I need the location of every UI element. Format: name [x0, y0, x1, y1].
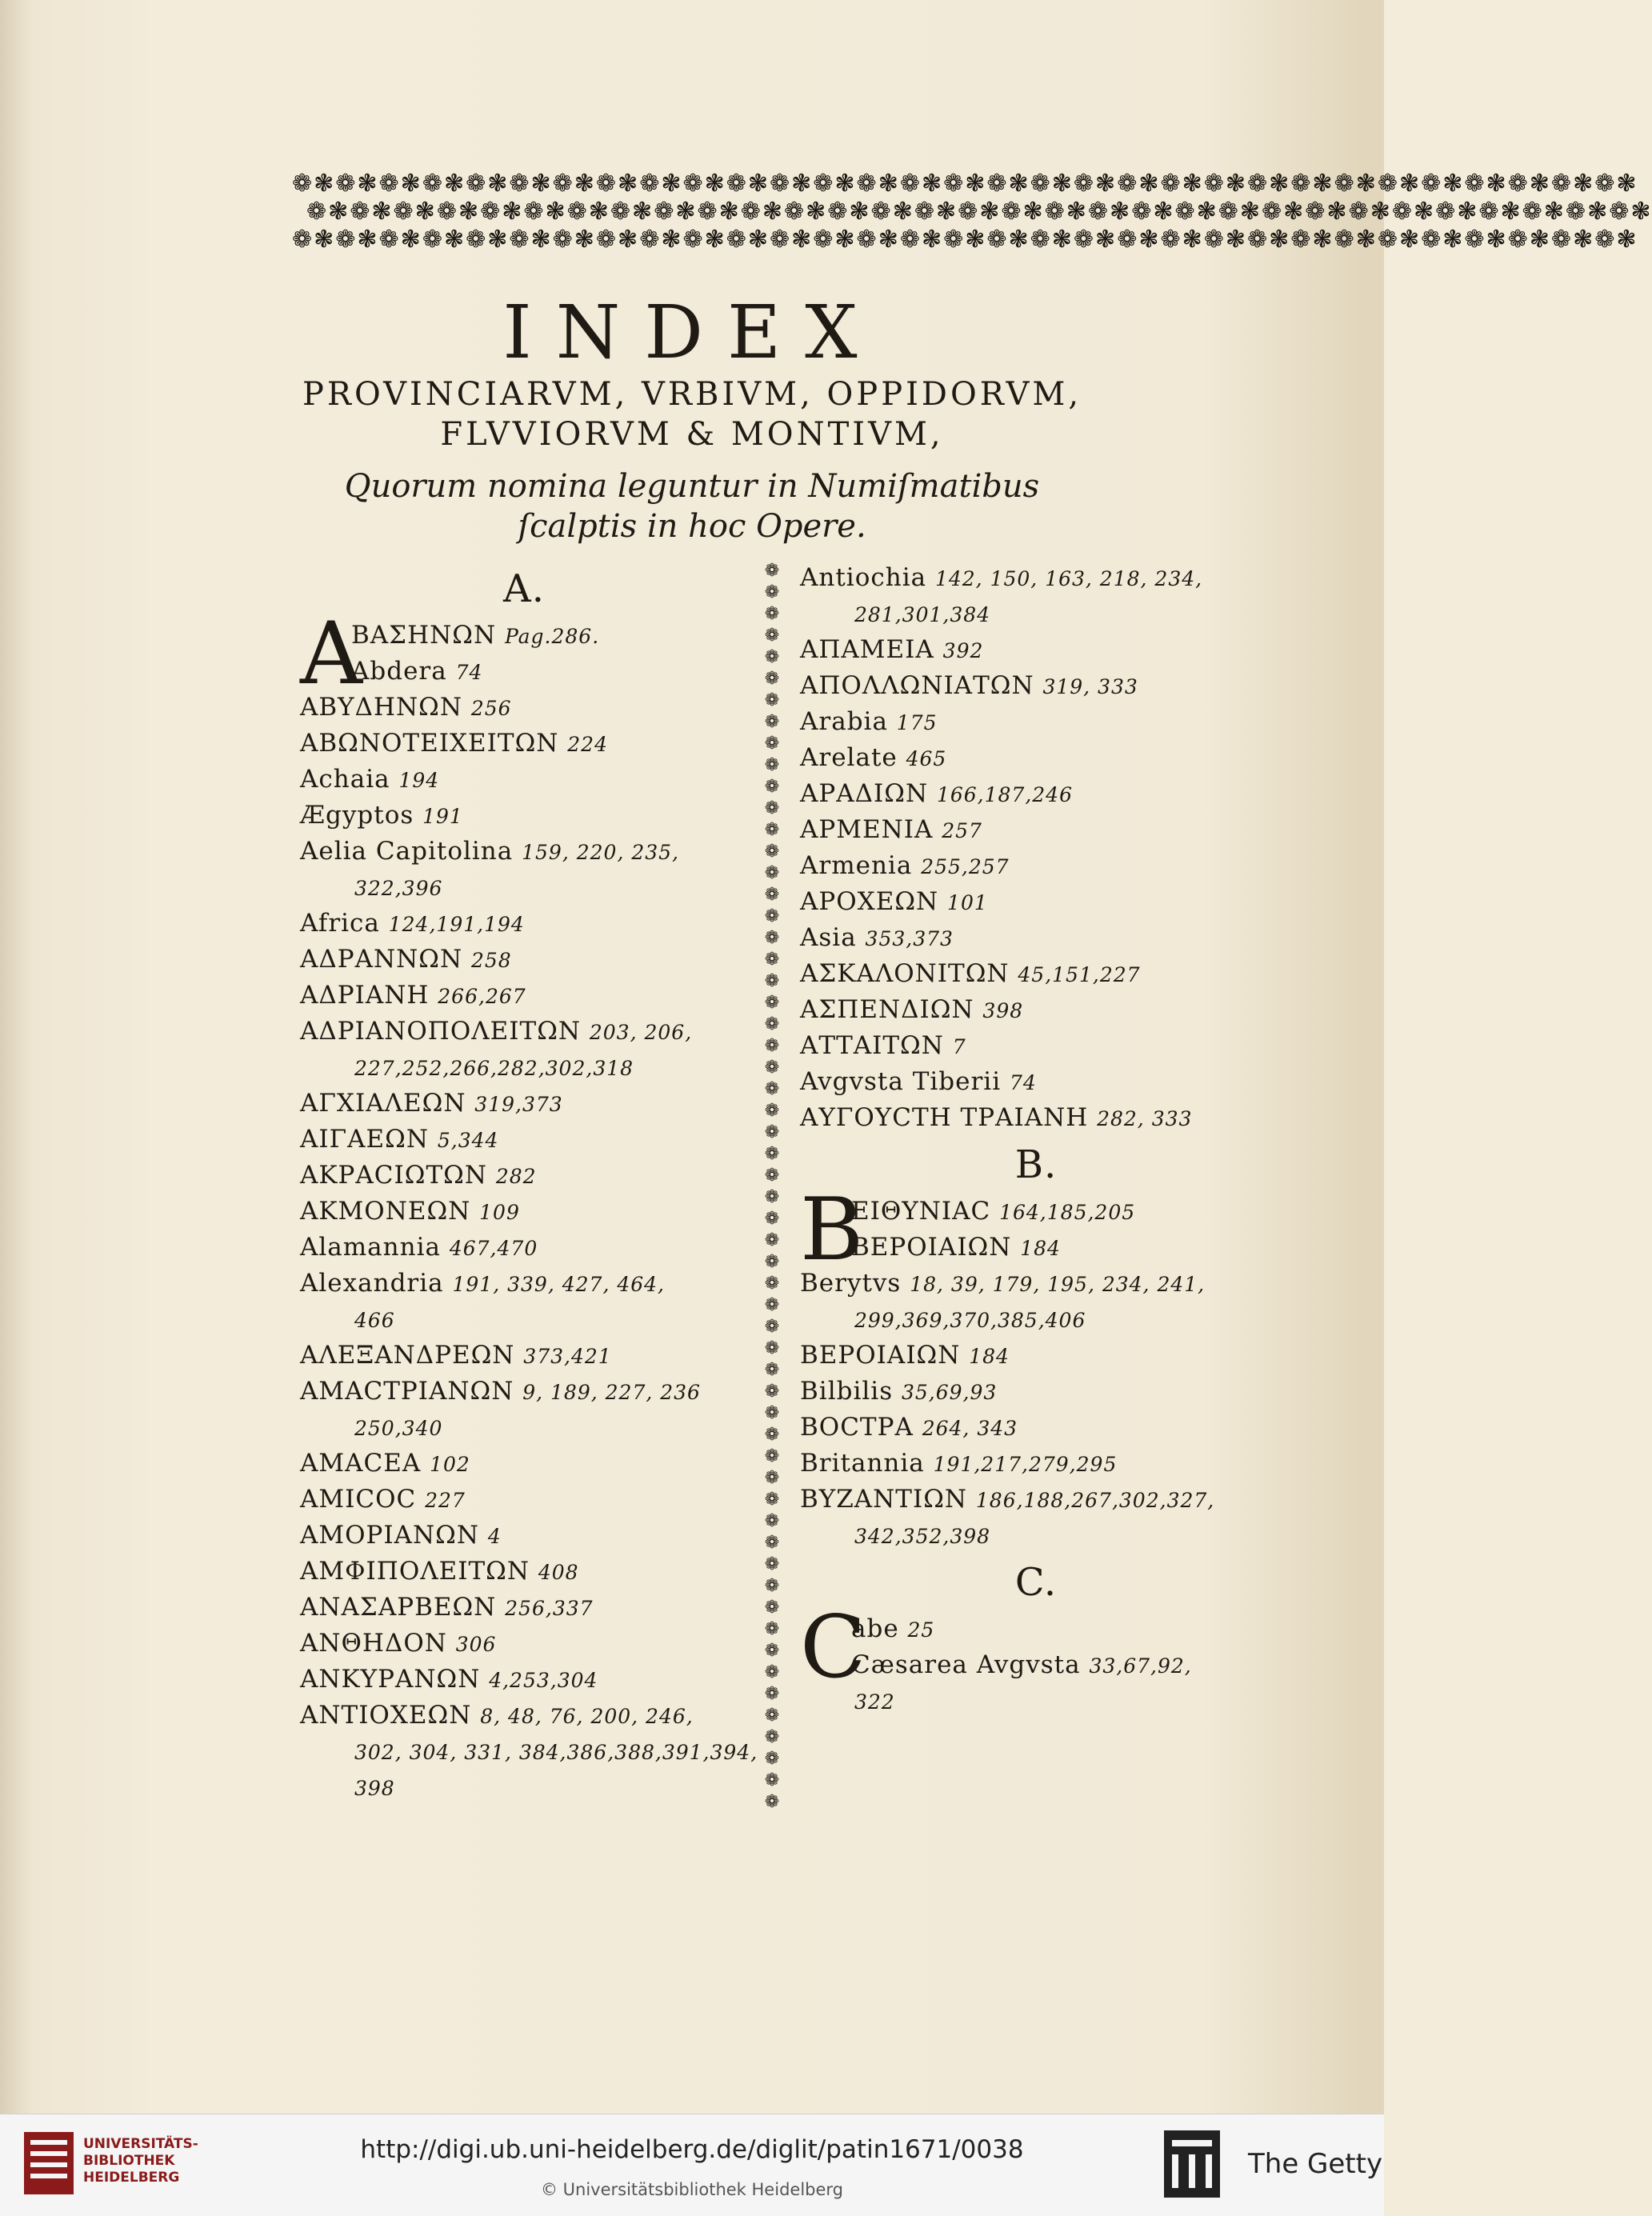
index-entry — [800, 1338, 1272, 1374]
entry-page-numbers: 8, 48, 76, 200, 246, — [480, 1705, 694, 1728]
index-entry — [300, 1086, 748, 1122]
entry-page-numbers: 45,151,227 — [1018, 963, 1141, 986]
index-entry-continuation — [300, 870, 748, 906]
index-entry — [800, 632, 1272, 668]
subtitle-note-1: Quorum nomina leguntur in Numiſmatibus — [344, 468, 1040, 505]
index-entry — [800, 812, 1272, 848]
column-divider-ornament — [760, 560, 784, 1824]
entry-name: Ægyptos — [300, 801, 423, 830]
entry-name: ΑΝΚΥΡΑΝΩΝ — [300, 1665, 490, 1694]
entry-name: ΑΡΜΕΝΙΑ — [800, 815, 942, 844]
divider-flower-icon: ❁ — [764, 669, 780, 689]
index-entry — [300, 1338, 748, 1374]
entry-page-numbers: 124,191,194 — [388, 913, 525, 936]
index-entry — [800, 920, 1272, 956]
entry-page-numbers: 306 — [455, 1633, 497, 1656]
divider-flower-icon: ❁ — [764, 1209, 780, 1229]
entry-page-numbers: 250,340 — [354, 1417, 443, 1440]
index-entry — [300, 1194, 748, 1230]
index-entry — [800, 1028, 1272, 1064]
index-entry — [300, 978, 748, 1014]
divider-flower-icon: ❁ — [764, 1079, 780, 1099]
entry-name: ΑΚΜΟΝΕΩΝ — [300, 1197, 480, 1226]
entry-name: Arelate — [800, 743, 906, 772]
entry-page-numbers: 74 — [1010, 1071, 1037, 1094]
entry-page-numbers: 191 — [422, 805, 463, 828]
index-entry — [800, 1410, 1272, 1446]
divider-flower-icon: ❁ — [764, 1360, 780, 1380]
index-entry — [800, 1482, 1272, 1518]
entry-name: ΑΜΦΙΠΟΛΕΙΤΩΝ — [300, 1557, 538, 1586]
entry-name: Antiochia — [800, 563, 935, 592]
entry-page-numbers: 191,217,279,295 — [933, 1453, 1118, 1476]
entry-page-numbers: 281,301,384 — [854, 603, 991, 626]
divider-flower-icon: ❁ — [764, 1598, 780, 1618]
divider-flower-icon: ❁ — [764, 820, 780, 840]
divider-flower-icon: ❁ — [764, 1662, 780, 1682]
index-entry — [300, 726, 748, 762]
index-column-left — [300, 560, 758, 1806]
entry-page-numbers: 203, 206, — [589, 1021, 693, 1044]
entry-page-numbers: 184 — [969, 1345, 1010, 1368]
entry-name: ΑΣΚΑΛΟΝΙΤΩΝ — [800, 959, 1018, 988]
entry-page-numbers: 398 — [354, 1777, 395, 1800]
getty-name: The Getty — [1248, 2148, 1383, 2180]
index-entry — [800, 740, 1272, 776]
index-entry-continuation — [800, 1302, 1272, 1338]
divider-flower-icon: ❁ — [764, 690, 780, 710]
subtitle-note-2: ſcalptis in hoc Opere. — [518, 508, 866, 545]
dropcap-block-b — [800, 1180, 1272, 1280]
entry-page-numbers: 302, 304, 331, 384,386,388,391,394, — [354, 1741, 758, 1764]
divider-flower-icon: ❁ — [764, 842, 780, 862]
divider-flower-icon: ❁ — [764, 1403, 780, 1423]
divider-flower-icon: ❁ — [764, 1770, 780, 1790]
index-entry — [300, 1626, 748, 1662]
entry-name: Africa — [300, 909, 389, 938]
divider-flower-icon: ❁ — [764, 1058, 780, 1078]
entry-name: ΑΠΟΛΛΩΝΙΑΤΩΝ — [800, 671, 1043, 700]
section-heading-a: A. — [503, 566, 545, 611]
viewer-footer — [0, 2114, 1384, 2216]
entry-page-numbers: 184 — [1020, 1237, 1061, 1260]
entry-page-numbers: 102 — [430, 1453, 470, 1476]
ornament-row-3: ❁❃❁❃❁❃❁❃❁❃❁❃❁❃❁❃❁❃❁❃❁❃❁❃❁❃❁❃❁❃❁❃❁❃❁❃❁❃❁❃❁❃❁❃❁❃❁❃❁❃❁❃❁❃❁❃❁❃❁❃❁❃ — [292, 226, 1638, 254]
index-entry — [300, 1698, 748, 1734]
entry-name: Alexandria — [300, 1269, 453, 1298]
entry-page-numbers: 9, 189, 227, 236 — [522, 1381, 701, 1404]
index-entry-continuation — [300, 1410, 748, 1446]
index-entry — [300, 1014, 748, 1050]
entry-name: ΑΜΑCΤΡΙΑΝΩΝ — [300, 1377, 523, 1406]
page-title: INDEX — [502, 290, 882, 375]
library-name-line-2: BIBLIOTHEK — [83, 2153, 175, 2169]
index-entry — [800, 1064, 1272, 1100]
index-entry-continuation — [800, 1683, 1272, 1719]
entry-page-numbers: 256,337 — [505, 1597, 594, 1620]
index-entry — [300, 618, 748, 654]
index-entry — [800, 1194, 1272, 1230]
index-entry — [800, 1230, 1272, 1266]
index-entry — [300, 834, 748, 870]
divider-flower-icon: ❁ — [764, 1036, 780, 1056]
entry-page-numbers: 164,185,205 — [999, 1201, 1136, 1224]
entry-name: ΑΒΩΝΟΤΕΙΧΕΙΤΩΝ — [300, 729, 568, 758]
entry-name: Berytvs — [800, 1269, 910, 1298]
index-entry — [800, 668, 1272, 704]
entry-page-numbers: 227,252,266,282,302,318 — [354, 1057, 634, 1080]
index-entry — [300, 906, 748, 942]
entry-name: ΒΑΣΗΝΩΝ — [351, 621, 505, 650]
index-entry — [800, 956, 1272, 992]
entry-page-numbers: 373,421 — [523, 1345, 612, 1368]
entry-page-numbers: 322 — [854, 1690, 895, 1714]
entry-page-numbers: 109 — [479, 1201, 520, 1224]
index-entry — [800, 776, 1272, 812]
library-name-line-1: UNIVERSITÄTS- — [83, 2136, 198, 2152]
entry-page-numbers: 227 — [425, 1489, 466, 1512]
entry-page-numbers: 467,470 — [449, 1237, 538, 1260]
divider-flower-icon: ❁ — [764, 1619, 780, 1639]
dropcap-block-a — [300, 604, 748, 704]
divider-flower-icon: ❁ — [764, 1446, 780, 1466]
entry-page-numbers: 4 — [487, 1525, 502, 1548]
entry-name: ΑΜΙCΟC — [300, 1485, 426, 1514]
index-entry-continuation — [300, 1770, 748, 1806]
index-entry-continuation — [300, 1050, 748, 1086]
entry-page-numbers: 194 — [398, 769, 440, 792]
divider-flower-icon: ❁ — [764, 604, 780, 624]
entry-name: Britannia — [800, 1449, 934, 1478]
index-entry — [300, 690, 748, 726]
entry-name: ΑΚΡΑCΙΩΤΩΝ — [300, 1161, 496, 1190]
entry-name: Arabia — [800, 707, 897, 736]
index-entry — [300, 1662, 748, 1698]
entry-name: Cæsarea Avgvsta — [851, 1650, 1090, 1679]
entry-page-numbers: 299,369,370,385,406 — [854, 1309, 1086, 1332]
divider-flower-icon: ❁ — [764, 582, 780, 602]
divider-flower-icon: ❁ — [764, 1317, 780, 1337]
divider-flower-icon: ❁ — [764, 928, 780, 948]
index-entry — [800, 884, 1272, 920]
divider-flower-icon: ❁ — [764, 798, 780, 818]
index-entry — [300, 1158, 748, 1194]
index-entry — [800, 704, 1272, 740]
divider-flower-icon: ❁ — [764, 1533, 780, 1553]
divider-flower-icon: ❁ — [764, 1295, 780, 1315]
index-entry — [300, 1266, 748, 1302]
entry-name: ΑΔΡΑΝΝΩΝ — [300, 945, 471, 974]
index-entry-continuation — [300, 1302, 748, 1338]
entry-name: ΕΙΘΥΝΙΑC — [851, 1197, 1000, 1226]
divider-flower-icon: ❁ — [764, 1122, 780, 1142]
entry-page-numbers: 25 — [907, 1618, 935, 1642]
index-entry — [300, 942, 748, 978]
entry-page-numbers: 319,373 — [474, 1093, 563, 1116]
entry-page-numbers: 266,267 — [438, 985, 526, 1008]
divider-flower-icon: ❁ — [764, 1792, 780, 1812]
index-entry — [300, 762, 748, 798]
divider-flower-icon: ❁ — [764, 885, 780, 905]
entry-page-numbers: Pag.286. — [504, 625, 600, 648]
divider-flower-icon: ❁ — [764, 1727, 780, 1747]
index-entry — [800, 848, 1272, 884]
divider-flower-icon: ❁ — [764, 712, 780, 732]
entry-page-numbers: 319, 333 — [1042, 675, 1138, 698]
entry-name: ΑΡΟΧΕΩΝ — [800, 887, 948, 916]
entry-name: Achaia — [300, 765, 399, 794]
entry-page-numbers: 353,373 — [865, 927, 954, 950]
entry-page-numbers: 7 — [952, 1035, 966, 1058]
index-entry — [800, 1374, 1272, 1410]
divider-flower-icon: ❁ — [764, 1338, 780, 1358]
divider-flower-icon: ❁ — [764, 1187, 780, 1207]
index-entry — [300, 1518, 748, 1554]
divider-flower-icon: ❁ — [764, 863, 780, 883]
entry-name: Alamannia — [300, 1233, 450, 1262]
entry-name: ΒΥΖΑΝΤΙΩΝ — [800, 1485, 976, 1514]
divider-flower-icon: ❁ — [764, 734, 780, 754]
ornament-row-2: ❁❃❁❃❁❃❁❃❁❃❁❃❁❃❁❃❁❃❁❃❁❃❁❃❁❃❁❃❁❃❁❃❁❃❁❃❁❃❁❃❁❃❁❃❁❃❁❃❁❃❁❃❁❃❁❃❁❃❁❃❁❃ — [306, 198, 1652, 226]
header-ornament-band — [292, 170, 1652, 254]
entry-page-numbers: 101 — [947, 891, 988, 914]
divider-flower-icon: ❁ — [764, 1101, 780, 1121]
entry-page-numbers: 398 — [982, 999, 1024, 1022]
entry-name: ΒΕΡΟΙΑΙΩΝ — [800, 1341, 970, 1370]
divider-flower-icon: ❁ — [764, 1425, 780, 1445]
subtitle-line-1: PROVINCIARVM, VRBIVM, OPPIDORVM, — [302, 376, 1082, 413]
divider-flower-icon: ❁ — [764, 1684, 780, 1704]
entry-group-c — [800, 1683, 1272, 1719]
entry-page-numbers: 392 — [942, 639, 984, 662]
entry-page-numbers: 74 — [455, 661, 483, 684]
entry-name: ΑΤΤΑΙΤΩΝ — [800, 1031, 953, 1060]
entry-page-numbers: 342,352,398 — [854, 1525, 991, 1548]
index-entry — [300, 1482, 748, 1518]
entry-page-numbers: 466 — [354, 1309, 395, 1332]
index-entry — [300, 1230, 748, 1266]
dropcap-letter-b: B — [800, 1180, 865, 1280]
copyright-notice: © Universitätsbibliothek Heidelberg — [540, 2180, 843, 2199]
entry-page-numbers: 5,344 — [437, 1129, 499, 1152]
divider-flower-icon: ❁ — [764, 1382, 780, 1402]
divider-flower-icon: ❁ — [764, 777, 780, 797]
divider-flower-icon: ❁ — [764, 626, 780, 646]
entry-name: ΑΜΑCΕΑ — [300, 1449, 430, 1478]
entry-page-numbers: 35,69,93 — [901, 1381, 998, 1404]
entry-group-b — [800, 1266, 1272, 1554]
entry-name: ΑΣΠΕΝΔΙΩΝ — [800, 995, 983, 1024]
divider-flower-icon: ❁ — [764, 1230, 780, 1250]
entry-group-a — [300, 690, 758, 1806]
entry-name: ΑΙΓΑΕΩΝ — [300, 1125, 438, 1154]
entry-group-b-first — [800, 1180, 1272, 1280]
dropcap-block-c — [800, 1598, 1272, 1698]
dropcap-letter-c: C — [800, 1598, 867, 1698]
entry-page-numbers: 186,188,267,302,327, — [975, 1489, 1215, 1512]
entry-name: ΑΔΡΙΑΝΟΠΟΛΕΙΤΩΝ — [300, 1017, 590, 1046]
entry-page-numbers: 322,396 — [354, 877, 443, 900]
entry-name: Avgvsta Tiberii — [800, 1067, 1010, 1096]
index-entry — [300, 1122, 748, 1158]
permalink-url[interactable]: http://digi.ub.uni-heidelberg.de/diglit/patin1671/0038 — [360, 2135, 1024, 2164]
entry-page-numbers: 258 — [470, 949, 512, 972]
ornament-row-1: ❁❃❁❃❁❃❁❃❁❃❁❃❁❃❁❃❁❃❁❃❁❃❁❃❁❃❁❃❁❃❁❃❁❃❁❃❁❃❁❃❁❃❁❃❁❃❁❃❁❃❁❃❁❃❁❃❁❃❁❃❁❃ — [292, 170, 1638, 198]
divider-flower-icon: ❁ — [764, 1252, 780, 1272]
dropcap-letter-a: A — [300, 604, 363, 704]
entry-page-numbers: 257 — [942, 819, 982, 842]
entry-page-numbers: 465 — [906, 747, 947, 770]
section-heading-b: B. — [1014, 1142, 1058, 1187]
divider-flower-icon: ❁ — [764, 755, 780, 775]
entry-name: abe — [851, 1614, 908, 1643]
entry-name: ΑΜΟΡΙΑΝΩΝ — [300, 1521, 488, 1550]
subtitle-line-2: FLVVIORVM & MONTIVM, — [440, 416, 944, 453]
entry-page-numbers: 18, 39, 179, 195, 234, 241, — [910, 1273, 1206, 1296]
index-entry — [800, 992, 1272, 1028]
divider-flower-icon: ❁ — [764, 950, 780, 970]
entry-page-numbers: 282 — [495, 1165, 537, 1188]
entry-name: ΑΔΡΙΑΝΗ — [300, 981, 438, 1010]
entry-name: Bilbilis — [800, 1377, 902, 1406]
entry-name: ΑΡΑΔΙΩΝ — [800, 779, 937, 808]
entry-name: Aelia Capitolina — [300, 837, 522, 866]
entry-page-numbers: 256 — [470, 697, 512, 720]
entry-page-numbers: 191, 339, 427, 464, — [452, 1273, 665, 1296]
entry-name: Asia — [800, 923, 866, 952]
index-entry-continuation — [300, 1734, 758, 1770]
divider-flower-icon: ❁ — [764, 906, 780, 926]
index-entry — [300, 654, 748, 690]
index-entry-continuation — [800, 596, 1272, 632]
divider-flower-icon: ❁ — [764, 1554, 780, 1574]
entry-group-c-first — [800, 1598, 1272, 1698]
divider-flower-icon: ❁ — [764, 1274, 780, 1294]
library-name-line-3: HEIDELBERG — [83, 2170, 180, 2186]
index-entry-continuation — [800, 1518, 1272, 1554]
entry-page-numbers: 175 — [896, 711, 938, 734]
entry-page-numbers: 4,253,304 — [489, 1669, 598, 1692]
index-column-right — [800, 560, 1272, 1719]
entry-group-a-first — [300, 604, 748, 704]
divider-flower-icon: ❁ — [764, 561, 780, 581]
divider-flower-icon: ❁ — [764, 1468, 780, 1488]
index-entry — [800, 1266, 1272, 1302]
index-entry — [300, 1554, 748, 1590]
divider-flower-icon: ❁ — [764, 1641, 780, 1661]
entry-name: ΑΛΕΞΑΝΔΡΕΩΝ — [300, 1341, 524, 1370]
entry-page-numbers: 282, 333 — [1097, 1107, 1193, 1130]
divider-flower-icon: ❁ — [764, 1166, 780, 1186]
index-entry — [800, 1611, 1272, 1647]
entry-name: Abdera — [351, 657, 456, 686]
index-entry — [300, 1590, 748, 1626]
index-entry — [800, 1100, 1272, 1136]
index-entry — [800, 1446, 1272, 1482]
entry-name: ΑΥΓΟΥCΤΗ ΤΡΑΙΑΝΗ — [800, 1103, 1098, 1132]
index-entry — [300, 1374, 748, 1410]
divider-flower-icon: ❁ — [764, 647, 780, 667]
entry-name: ΑΒΥΔΗΝΩΝ — [300, 693, 471, 722]
divider-flower-icon: ❁ — [764, 971, 780, 991]
entry-page-numbers: 142, 150, 163, 218, 234, — [934, 567, 1203, 590]
entry-name: ΒΕΡΟΙΑΙΩΝ — [851, 1233, 1021, 1262]
divider-flower-icon: ❁ — [764, 1144, 780, 1164]
divider-flower-icon: ❁ — [764, 1706, 780, 1726]
divider-flower-icon: ❁ — [764, 1490, 780, 1510]
index-entry — [800, 560, 1272, 596]
index-entry — [300, 1446, 748, 1482]
entry-name: ΑΝΑΣΑΡΒΕΩΝ — [300, 1593, 506, 1622]
entry-page-numbers: 224 — [567, 733, 608, 756]
entry-page-numbers: 159, 220, 235, — [522, 841, 679, 864]
entry-page-numbers: 166,187,246 — [936, 783, 1073, 806]
index-entry — [300, 798, 748, 834]
entry-name: ΑΝΤΙΟΧΕΩΝ — [300, 1701, 481, 1730]
entry-page-numbers: 33,67,92, — [1089, 1654, 1192, 1678]
entry-name: ΑΠΑΜΕΙΑ — [800, 635, 943, 664]
entry-name: Armenia — [800, 851, 922, 880]
entry-name: ΑΝΘΗΔΟΝ — [300, 1629, 456, 1658]
entry-name: ΒΟCΤΡΑ — [800, 1413, 922, 1442]
divider-flower-icon: ❁ — [764, 1576, 780, 1596]
entry-page-numbers: 255,257 — [921, 855, 1010, 878]
divider-flower-icon: ❁ — [764, 1014, 780, 1034]
entry-page-numbers: 264, 343 — [922, 1417, 1018, 1440]
getty-logo-icon — [1164, 2130, 1220, 2198]
entry-name: ΑΓΧΙΑΛΕΩΝ — [300, 1089, 475, 1118]
divider-flower-icon: ❁ — [764, 1511, 780, 1531]
divider-flower-icon: ❁ — [764, 1749, 780, 1769]
entry-group-a-continued — [800, 560, 1272, 1136]
divider-flower-icon: ❁ — [764, 993, 780, 1013]
index-entry — [800, 1647, 1272, 1683]
entry-page-numbers: 408 — [538, 1561, 579, 1584]
section-heading-c: C. — [1014, 1560, 1058, 1605]
